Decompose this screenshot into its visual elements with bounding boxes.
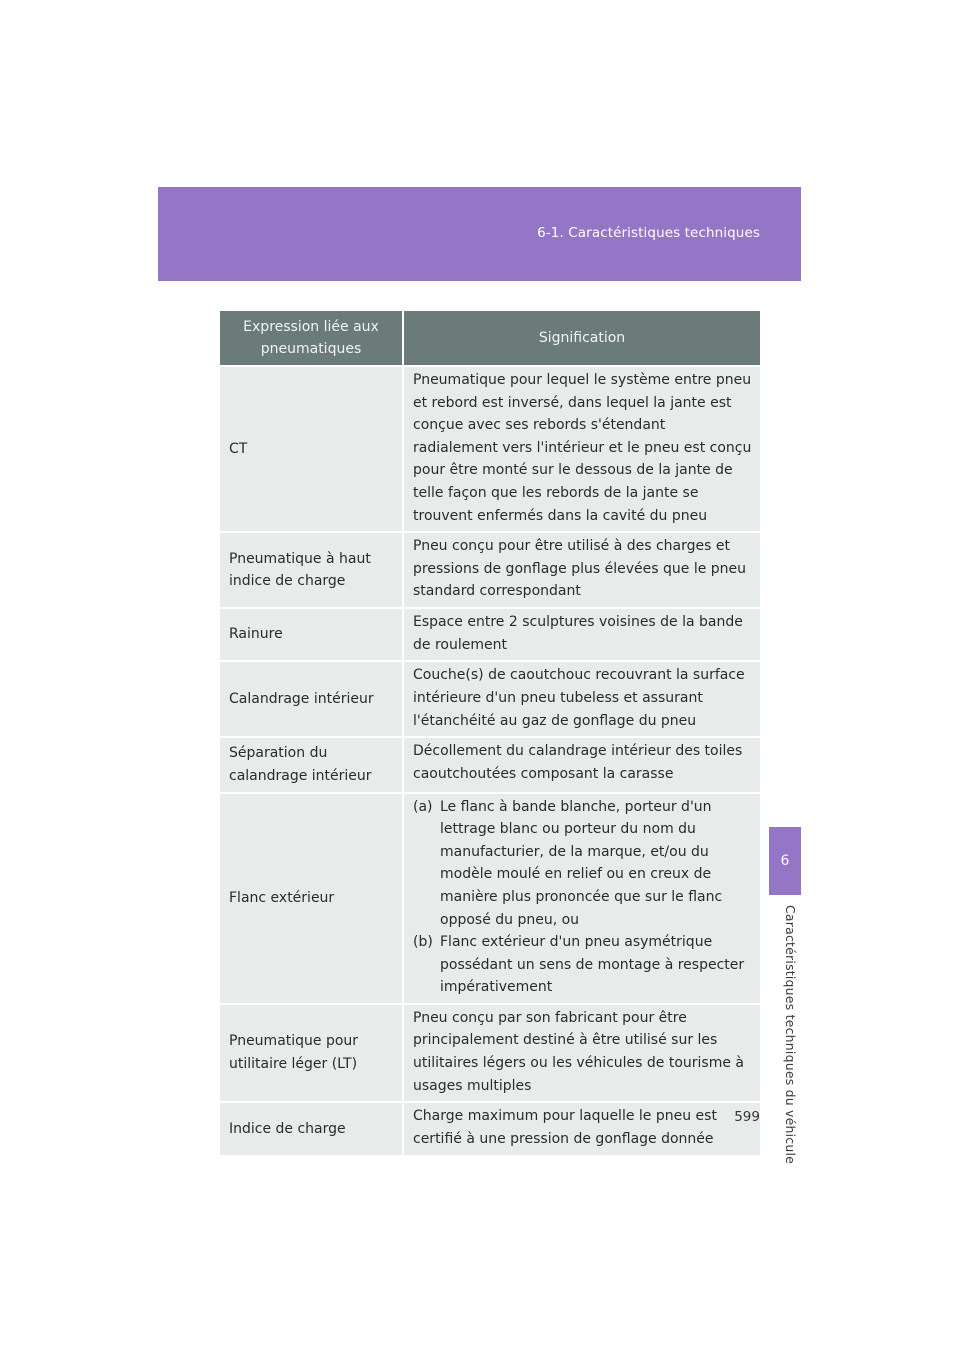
- list-marker: (b): [413, 934, 433, 951]
- term-cell: Pneumatique à haut indice de charge: [220, 532, 403, 608]
- list-item: [413, 931, 754, 999]
- definition-cell: Pneumatique pour lequel le système entre pneu et rebord est inversé, dans lequel la jante est conçue avec ses rebords s'étendant radialement vers l'intérieur et le pneu est conçu pour être monté sur le dessous de la jante de telle façon que les rebords de la jante se trouvent enfermés dans la cavité du pneu: [403, 366, 760, 532]
- table-row: [220, 661, 760, 737]
- term-cell: Calandrage intérieur: [220, 661, 403, 737]
- definition-cell: [403, 793, 760, 1004]
- chapter-tab[interactable]: [769, 827, 801, 895]
- table-row: [220, 1102, 760, 1155]
- term-cell: Séparation du calandrage intérieur: [220, 737, 403, 792]
- chapter-number: 6: [780, 853, 790, 869]
- list-item: [413, 796, 754, 932]
- table-row: [220, 366, 760, 532]
- definition-cell: Pneu conçu par son fabricant pour être principalement destiné à être utilisé sur les utilitaires légers ou les véhicules de tourisme à usages multiples: [403, 1004, 760, 1102]
- term-cell: Rainure: [220, 608, 403, 661]
- definition-cell: Pneu conçu pour être utilisé à des charges et pressions de gonflage plus élevées que le pneu standard correspondant: [403, 532, 760, 608]
- term-cell: Flanc extérieur: [220, 793, 403, 1004]
- list-text: Flanc extérieur d'un pneu asymétrique possédant un sens de montage à respecter impérativement: [440, 934, 745, 996]
- table-row: [220, 608, 760, 661]
- section-title: 6-1. Caractéristiques techniques: [537, 225, 760, 241]
- definition-cell: Décollement du calandrage intérieur des toiles caoutchoutées composant la carasse: [403, 737, 760, 792]
- term-cell: Indice de charge: [220, 1102, 403, 1155]
- table-row: [220, 793, 760, 1004]
- term-cell: CT: [220, 366, 403, 532]
- table-header-row: [220, 311, 760, 366]
- definition-cell: Couche(s) de caoutchouc recouvrant la surface intérieure d'un pneu tubeless et assurant l'étanchéité au gaz de gonflage du pneu: [403, 661, 760, 737]
- list-marker: (a): [413, 798, 433, 815]
- table-row: [220, 1004, 760, 1102]
- list-text: Le flanc à bande blanche, porteur d'un lettrage blanc ou porteur du nom du manufacturier, de la marque, et/ou du modèle moulé en relief ou en creux de manière plus prononcée que sur le flanc opposé du pneu, ou: [440, 798, 723, 928]
- page-number: 599: [734, 1109, 760, 1125]
- term-cell: Pneumatique pour utilitaire léger (LT): [220, 1004, 403, 1102]
- column-header-term: Expression liée aux pneumatiques: [220, 311, 403, 366]
- table-row: [220, 532, 760, 608]
- definition-cell: Charge maximum pour laquelle le pneu est certifié à une pression de gonflage donnée: [403, 1102, 760, 1155]
- table-row: [220, 737, 760, 792]
- chapter-title: Caractéristiques techniques du véhicule: [783, 905, 798, 1165]
- column-header-meaning: Signification: [403, 311, 760, 366]
- tire-terms-table: [220, 311, 760, 1155]
- definition-cell: Espace entre 2 sculptures voisines de la bande de roulement: [403, 608, 760, 661]
- header-band: [158, 187, 801, 281]
